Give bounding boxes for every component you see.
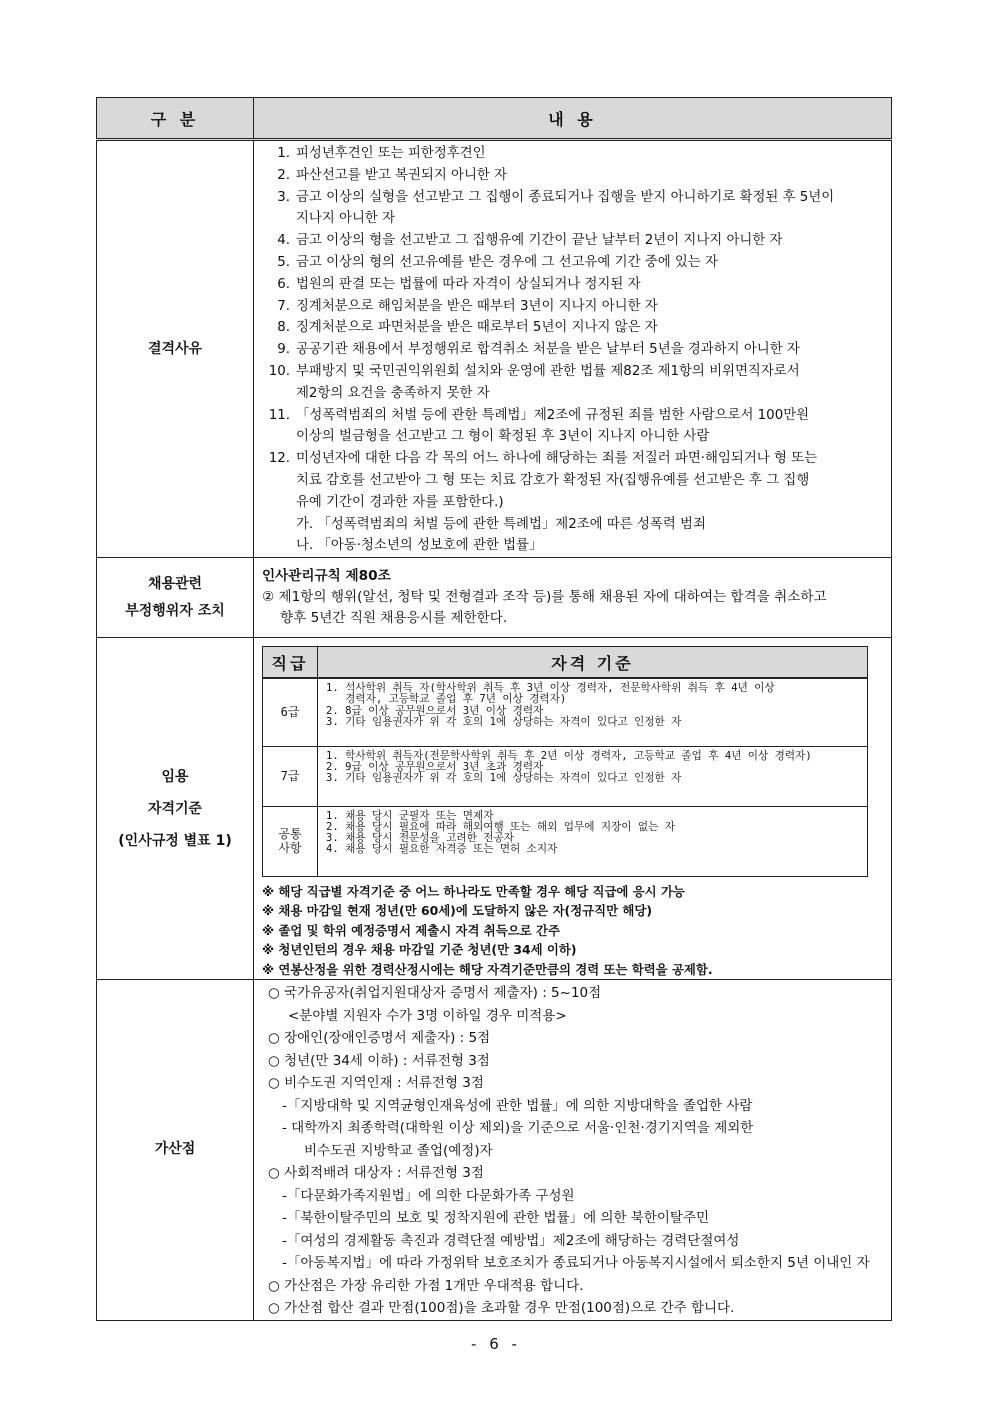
disqualification-item: [266, 361, 885, 405]
criteria-line: 3. 기타 임용권자가 위 각 호의 1에 상당하는 자격이 있다고 인정한 자: [326, 772, 682, 785]
item-text: 부패방지 및 국민권익위원회 설치와 운영에 관한 법률 제82조 제1항의 비위면직자로서: [296, 363, 800, 379]
qualification-label: [97, 638, 254, 980]
criteria-line: 4. 채용 당시 필요한 자격증 또는 면허 소지자: [326, 843, 558, 856]
bonus-line: ○ 비수도권 지역인재 : 서류전형 3점: [268, 1075, 484, 1092]
bonus-line: ○ 가산점 합산 결과 만점(100점)을 초과할 경우 만점(100점)으로 간주 합니다.: [268, 1300, 735, 1317]
grade-text: 공통: [278, 827, 302, 842]
bonus-line: -「북한이탈주민의 보호 및 정착지원에 관한 법률」에 의한 북한이탈주민: [282, 1210, 710, 1227]
criteria-row: [263, 806, 868, 876]
disqualification-item: [266, 143, 885, 165]
criteria-line: 1. 학사학위 취득자(전문학사학위 취득 후 2년 이상 경력자, 고등학교 졸업 후 4년 이상 경력자): [326, 749, 812, 762]
item-text: 파산선고를 받고 복권되지 아니한 자: [296, 167, 508, 183]
criteria-line: 2. 8급 이상 공무원으로서 3년 이상 경력자: [326, 704, 544, 717]
disqualification-item: [266, 252, 885, 274]
fraud-rule-line2: 향후 5년간 직원 채용응시를 제한한다.: [280, 610, 508, 627]
disqualification-item: [266, 230, 885, 252]
item-text: 금고 이상의 형의 선고유예를 받은 경우에 그 선고유예 기간 중에 있는 자: [296, 254, 718, 270]
grade-cell: [263, 746, 318, 806]
grade-text: 7급: [280, 769, 300, 784]
disqualification-item: [266, 165, 885, 187]
criteria-cell: [318, 806, 868, 876]
qualification-label-line1: 임용: [161, 768, 189, 785]
item-number: 1.: [277, 146, 290, 161]
criteria-cell: [318, 678, 868, 746]
criteria-header: 자격 기준: [318, 647, 868, 679]
bonus-line: ○ 청년(만 34세 이하) : 서류전형 3점: [268, 1052, 490, 1069]
bonus-line: <분야별 지원자 수가 3명 이하일 경우 미적용>: [288, 1007, 567, 1024]
bonus-line: ○ 사회적배려 대상자 : 서류전형 3점: [268, 1165, 484, 1182]
qualification-note: ※ 연봉산정을 위한 경력산정시에는 해당 자격기준만큼의 경력 또는 학력을 공제함.: [262, 961, 713, 977]
item-number: 11.: [268, 407, 290, 423]
fraud-content: [254, 558, 892, 638]
criteria-line: 1. 석사학위 취득 자(학사학위 취득 후 3년 이상 경력자, 전문학사학위 취득 후 4년 이상: [326, 682, 775, 695]
item-number: 10.: [268, 363, 290, 379]
item-text-block: [296, 317, 658, 339]
fraud-rule-line1: ② 제1항의 행위(알선, 청탁 및 전형결과 조작 등)를 통해 채용된 자에 대하여는 합격을 취소하고: [262, 589, 827, 606]
item-number: 3.: [277, 189, 290, 205]
bonus-line: -「지방대학 및 지역균형인재육성에 관한 법률」에 의한 지방대학을 졸업한 사람: [282, 1097, 753, 1114]
criteria-line: 2. 채용 당시 필요에 따라 해외여행 또는 해외 업무에 지장이 없는 자: [326, 820, 675, 833]
qualification-note: ※ 청년인턴의 경우 채용 마감일 기준 청년(만 34세 이하): [262, 942, 577, 958]
recruitment-table: [96, 97, 892, 1321]
fraud-rule-title: 인사관리규칙 제80조: [262, 568, 391, 585]
item-text-block: [296, 361, 800, 405]
item-text-cont: 이상의 벌금형을 선고받고 그 형이 확정된 후 3년이 지나지 아니한 사람: [296, 429, 710, 445]
header-content: 내 용: [254, 98, 892, 140]
item-text: 법원의 판결 또는 법률에 따라 자격이 상실되거나 정지된 자: [296, 276, 641, 292]
criteria-line: 경력자, 고등학교 졸업 후 7년 이상 경력자): [326, 693, 567, 706]
item-text: 금고 이상의 실형을 선고받고 그 집행이 종료되거나 집행을 받지 아니하기로 확정된 후 5년이: [296, 189, 835, 205]
disqualification-item: [266, 187, 885, 231]
item-text: 「성폭력범죄의 처벌 등에 관한 특례법」제2조에 규정된 죄를 범한 사람으로서 100만원: [296, 407, 810, 423]
disqualification-label: 결격사유: [97, 140, 254, 558]
disqualification-item: [266, 405, 885, 449]
disqualification-item: [266, 448, 885, 513]
item-text: 미성년자에 대한 다음 각 목의 어느 하나에 해당하는 죄를 저질러 파면·해임되거나 형 또는: [296, 451, 818, 467]
qualification-criteria-table: [262, 646, 868, 877]
qualification-note: ※ 채용 마감일 현재 정년(만 60세)에 도달하지 않은 자(정규직만 해당): [262, 903, 652, 919]
item-text-cont: 지나지 아니한 자: [296, 211, 396, 227]
grade-cell: [263, 806, 318, 876]
bonus-line: -「다문화가족지원법」에 의한 다문화가족 구성원: [282, 1187, 575, 1204]
disqualification-item: [266, 339, 885, 361]
grade-text: 6급: [280, 705, 300, 720]
item-number: 4.: [277, 233, 290, 249]
item-text-block: [296, 230, 782, 252]
item-text-block: [296, 165, 507, 187]
item-text: 징계처분으로 해임처분을 받은 때부터 3년이 지나지 아니한 자: [296, 298, 658, 314]
criteria-row: [263, 746, 868, 806]
disqualification-subitem: 가. 「성폭력범죄의 처벌 등에 관한 특례법」제2조에 따른 성폭력 범죄: [296, 516, 706, 532]
criteria-line: 3. 채용 당시 전문성을 고려한 전공자: [326, 832, 514, 845]
item-text: 징계처분으로 파면처분을 받은 때로부터 5년이 지나지 않은 자: [296, 320, 658, 336]
item-text-block: [296, 274, 641, 296]
item-text-block: [296, 448, 817, 513]
criteria-row: [263, 678, 868, 746]
bonus-line: -「아동복지법」에 따라 가정위탁 보호조치가 종료되거나 아동복지시설에서 퇴소한지 5년 이내인 자: [282, 1255, 870, 1272]
bonus-line: 비수도권 지방학교 졸업(예정)자: [304, 1142, 493, 1159]
bonus-line: ○ 장애인(장애인증명서 제출자) : 5점: [268, 1030, 491, 1047]
item-text-block: [296, 405, 809, 449]
disqualification-item: [266, 274, 885, 296]
header-category: 구 분: [97, 98, 254, 140]
item-number: 9.: [277, 342, 290, 358]
bonus-line: -「여성의 경제활동 촉진과 경력단절 예방법」제2조에 해당하는 경력단절여성: [282, 1232, 740, 1249]
qualification-note: ※ 졸업 및 학위 예정증명서 제출시 자격 취득으로 간주: [262, 922, 560, 938]
criteria-line: 1. 채용 당시 군필자 또는 면제자: [326, 809, 494, 822]
disqualification-subitem: 나. 「아동·청소년의 성보호에 관한 법률」: [296, 538, 543, 554]
qualification-label-line3: (인사규정 별표 1): [118, 832, 232, 849]
item-text-cont: 치료 감호를 선고받아 그 형 또는 치료 감호가 확정된 자(집행유예를 선고받은 후 그 집행: [296, 472, 810, 488]
item-number: 7.: [277, 298, 290, 314]
item-text-cont: 제2항의 요건을 충족하지 못한 자: [296, 385, 490, 401]
item-text-block: [296, 252, 718, 274]
fraud-label-line2: 부정행위자 조치: [125, 602, 225, 619]
disqualification-item: [266, 317, 885, 339]
item-text: 피성년후견인 또는 피한정후견인: [296, 146, 486, 161]
item-text-block: [296, 296, 658, 318]
criteria-line: 3. 기타 임용권자가 위 각 호의 1에 상당하는 자격이 있다고 인정한 자: [326, 715, 682, 728]
qualification-content: [254, 638, 892, 980]
fraud-label-line1: 채용관련: [147, 575, 203, 592]
item-number: 5.: [277, 254, 290, 270]
page-number: - 6 -: [471, 1335, 521, 1353]
bonus-line: ○ 국가유공자(취업지원대상자 증명서 제출자) : 5~10점: [268, 985, 602, 1002]
criteria-cell: [318, 746, 868, 806]
bonus-content: [254, 980, 892, 1321]
item-text: 공공기관 채용에서 부정행위로 합격취소 처분을 받은 날부터 5년을 경과하지 아니한 자: [296, 342, 800, 358]
disqualification-item: [266, 296, 885, 318]
item-text-block: [296, 143, 486, 165]
item-number: 12.: [268, 451, 290, 467]
qualification-notes: [254, 877, 891, 980]
item-text-cont: 유예 기간이 경과한 자를 포함한다.): [296, 494, 504, 510]
criteria-line: 2. 9급 이상 공무원으로서 3년 초과 경력자: [326, 760, 544, 773]
item-text-block: [296, 339, 800, 361]
item-number: 8.: [277, 320, 290, 336]
disqualification-list: [254, 140, 892, 558]
item-text: 금고 이상의 형을 선고받고 그 집행유예 기간이 끝난 날부터 2년이 지나지 아니한 자: [296, 233, 783, 249]
item-number: 2.: [277, 167, 290, 183]
bonus-line: ○ 가산점은 가장 유리한 가점 1개만 우대적용 합니다.: [268, 1277, 584, 1294]
fraud-label: [97, 558, 254, 638]
grade-text: 사항: [278, 841, 302, 856]
qualification-note: ※ 해당 직급별 자격기준 중 어느 하나라도 만족할 경우 해당 직급에 응시 가능: [262, 883, 685, 899]
bonus-line: - 대학까지 최종학력(대학원 이상 제외)을 기준으로 서울·인천·경기지역을 제외한: [282, 1120, 754, 1137]
item-number: 6.: [277, 276, 290, 292]
qualification-label-line2: 자격기준: [147, 800, 203, 817]
grade-cell: [263, 678, 318, 746]
bonus-label: 가산점: [97, 980, 254, 1321]
grade-header: 직급: [263, 647, 318, 679]
item-text-block: [296, 187, 834, 231]
